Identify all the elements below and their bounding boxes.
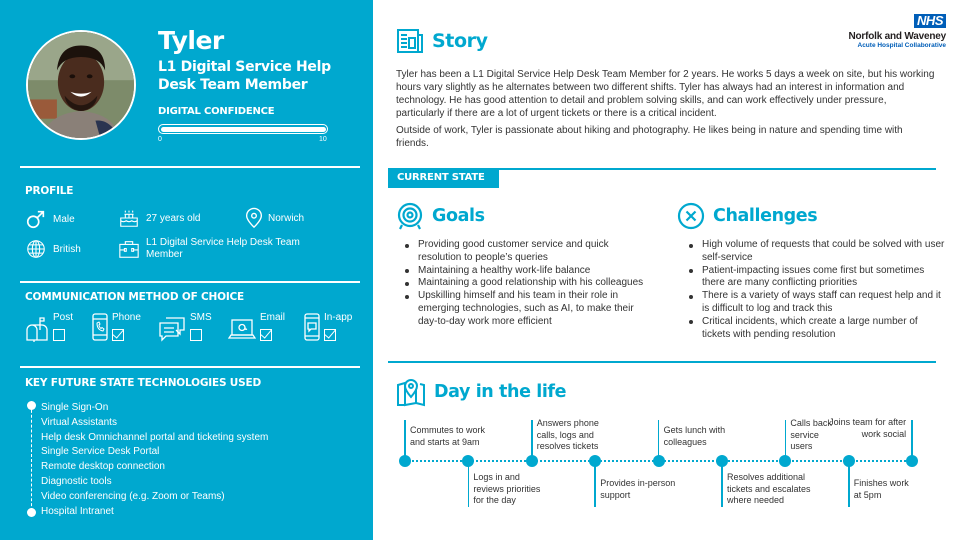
- technology-item: Hospital Intranet: [41, 505, 114, 517]
- timeline-stem: [721, 461, 723, 507]
- comm-label: Phone: [112, 312, 141, 323]
- technology-item: Virtual Assistants: [41, 416, 117, 428]
- digital-confidence-label: DIGITAL CONFIDENCE: [158, 106, 275, 117]
- avatar: [26, 30, 136, 140]
- communication-title: COMMUNICATION METHOD OF CHOICE: [25, 291, 245, 303]
- digital-confidence-max: 10: [319, 136, 327, 143]
- goals-list: [402, 239, 647, 329]
- digital-confidence-bar: [158, 124, 328, 134]
- comm-method-post: [25, 312, 73, 342]
- profile-job-text: L1 Digital Service Help Desk Team Member: [146, 237, 300, 260]
- globe-icon: [25, 238, 47, 260]
- timeline-event: Finishes work at 5pm: [853, 478, 909, 500]
- mailbox-icon: [25, 312, 49, 342]
- technology-item: Remote desktop connection: [41, 461, 165, 473]
- timeline-event: Gets lunch with colleagues: [663, 425, 726, 447]
- day-in-life-rule: [388, 361, 936, 363]
- challenge-item: There is a variety of ways staff can request help and it is difficult to log and track this: [686, 290, 946, 316]
- timeline-stem: [531, 420, 533, 461]
- profile-location: [243, 207, 304, 229]
- map-pin-icon: [396, 377, 426, 407]
- goals-header: [396, 202, 485, 230]
- technology-item: Single Service Desk Portal: [41, 446, 160, 458]
- goal-item: Providing good customer service and quick resolution to people’s queries: [402, 239, 647, 265]
- profile-gender-text: Male: [53, 213, 75, 225]
- story-header: [396, 27, 488, 55]
- challenge-item: High volume of requests that could be solved with user self-service: [686, 239, 946, 265]
- challenges-list: [686, 239, 946, 341]
- timeline-event: Joins team for after work social: [829, 417, 907, 439]
- technologies-title: KEY FUTURE STATE TECHNOLOGIES USED: [25, 377, 261, 389]
- profile-nationality: [25, 238, 81, 260]
- profile-location-text: Norwich: [268, 212, 305, 224]
- persona-sidebar: [0, 0, 373, 540]
- story-text: [396, 68, 936, 151]
- technology-item: Video conferencing (e.g. Zoom or Teams): [41, 490, 225, 502]
- comm-method-sms: [158, 312, 212, 342]
- newspaper-icon: [396, 27, 424, 55]
- close-circle-icon: [677, 202, 705, 230]
- comm-checkbox-post[interactable]: [53, 329, 65, 341]
- timeline-event: Provides in-person support: [600, 478, 676, 500]
- comm-label: SMS: [190, 312, 212, 323]
- timeline-stem: [468, 461, 470, 507]
- day-in-life-header: [396, 377, 566, 407]
- profile-job: [118, 237, 318, 261]
- challenges-title: Challenges: [713, 206, 818, 226]
- technologies-dot-end: [27, 508, 36, 517]
- profile-gender: [25, 208, 75, 230]
- location-pin-icon: [243, 207, 265, 229]
- comm-label: Email: [260, 312, 286, 323]
- timeline-stem: [911, 420, 913, 461]
- technologies-dot-start: [27, 401, 36, 410]
- goal-item: Upskilling himself and his team in their role in emerging technologies, such as AI, to make their day-to-day work more efficient: [402, 290, 647, 328]
- persona-role: L1 Digital Service Help Desk Team Member: [158, 59, 331, 93]
- profile-nationality-text: British: [53, 243, 81, 255]
- divider: [20, 366, 360, 368]
- persona-name: Tyler: [158, 26, 224, 55]
- profile-title: PROFILE: [25, 185, 74, 197]
- laptop-email-icon: [228, 312, 256, 342]
- comm-method-inapp: [304, 312, 352, 342]
- timeline-event: Logs in and reviews priorities for the day: [473, 472, 541, 505]
- comm-checkbox-email[interactable]: [260, 329, 272, 341]
- timeline-stem: [594, 461, 596, 507]
- briefcase-icon: [118, 238, 140, 260]
- story-title: Story: [432, 30, 488, 52]
- timeline-stem: [658, 420, 660, 461]
- male-symbol-icon: [25, 208, 47, 230]
- digital-confidence-fill: [161, 127, 326, 132]
- story-paragraph: Outside of work, Tyler is passionate about hiking and photography. He likes being in nature and spending time with friends.: [396, 125, 903, 150]
- digital-confidence-min: 0: [158, 136, 162, 143]
- timeline-stem: [785, 420, 787, 461]
- nhs-org-name: Norfolk and Waveney: [848, 31, 946, 42]
- goal-item: Maintaining a healthy work-life balance: [402, 265, 647, 278]
- challenge-item: Critical incidents, which create a large number of tickets with pending resolution: [686, 316, 946, 342]
- timeline-stem: [404, 420, 406, 461]
- current-state-tag: CURRENT STATE: [388, 168, 499, 188]
- timeline-event: Commutes to work and starts at 9am: [410, 425, 486, 447]
- technology-item: Help desk Omnichannel portal and ticketing system: [41, 431, 269, 443]
- mobile-phone-icon: [92, 312, 108, 342]
- technologies-list: [41, 401, 268, 519]
- persona-photo: [28, 32, 134, 138]
- challenge-item: Patient-impacting issues come first but sometimes there are many conflicting priorities: [686, 265, 946, 291]
- timeline-event: Answers phone calls, logs and resolves tickets: [536, 418, 599, 451]
- profile-age: [118, 207, 200, 229]
- nhs-badge: NHS: [914, 14, 946, 28]
- timeline-event: Calls back service users: [790, 418, 832, 451]
- nhs-logo: [848, 12, 946, 49]
- comm-method-email: [228, 312, 285, 342]
- day-in-life-title: Day in the life: [434, 382, 567, 402]
- chat-bubbles-icon: [158, 312, 186, 342]
- divider: [20, 281, 360, 283]
- goal-item: Maintaining a good relationship with his colleagues: [402, 277, 647, 290]
- technology-item: Single Sign-On: [41, 402, 109, 413]
- comm-label: Post: [53, 312, 74, 323]
- technologies-timeline-line: [31, 405, 32, 511]
- technology-item: Diagnostic tools: [41, 475, 112, 487]
- timeline-stem: [848, 461, 850, 507]
- divider: [20, 166, 360, 168]
- comm-checkbox-sms[interactable]: [190, 329, 202, 341]
- challenges-header: [677, 202, 817, 230]
- comm-checkbox-inapp[interactable]: [324, 329, 336, 341]
- profile-age-text: 27 years old: [146, 212, 201, 224]
- comm-method-phone: [92, 312, 141, 342]
- target-icon: [396, 202, 424, 230]
- comm-checkbox-phone[interactable]: [112, 329, 124, 341]
- birthday-cake-icon: [118, 207, 140, 229]
- app-message-icon: [304, 312, 320, 342]
- comm-label: In-app: [324, 312, 353, 323]
- nhs-org-subtitle: Acute Hospital Collaborative: [857, 42, 946, 49]
- timeline-event: Resolves additional tickets and escalates where needed: [727, 472, 811, 505]
- story-paragraph: Tyler has been a L1 Digital Service Help Desk Team Member for 2 years. He works 5 days a week on site, but his working hours vary slightly as he alternates between two different shifts. Tyler has always had an interest in information and technology. He has good attention to detail and problem solving skills, and can work effectively under pressure, particularly if there are a lot of urgent tickets or there is a critical incident.: [396, 69, 935, 120]
- goals-title: Goals: [432, 206, 485, 226]
